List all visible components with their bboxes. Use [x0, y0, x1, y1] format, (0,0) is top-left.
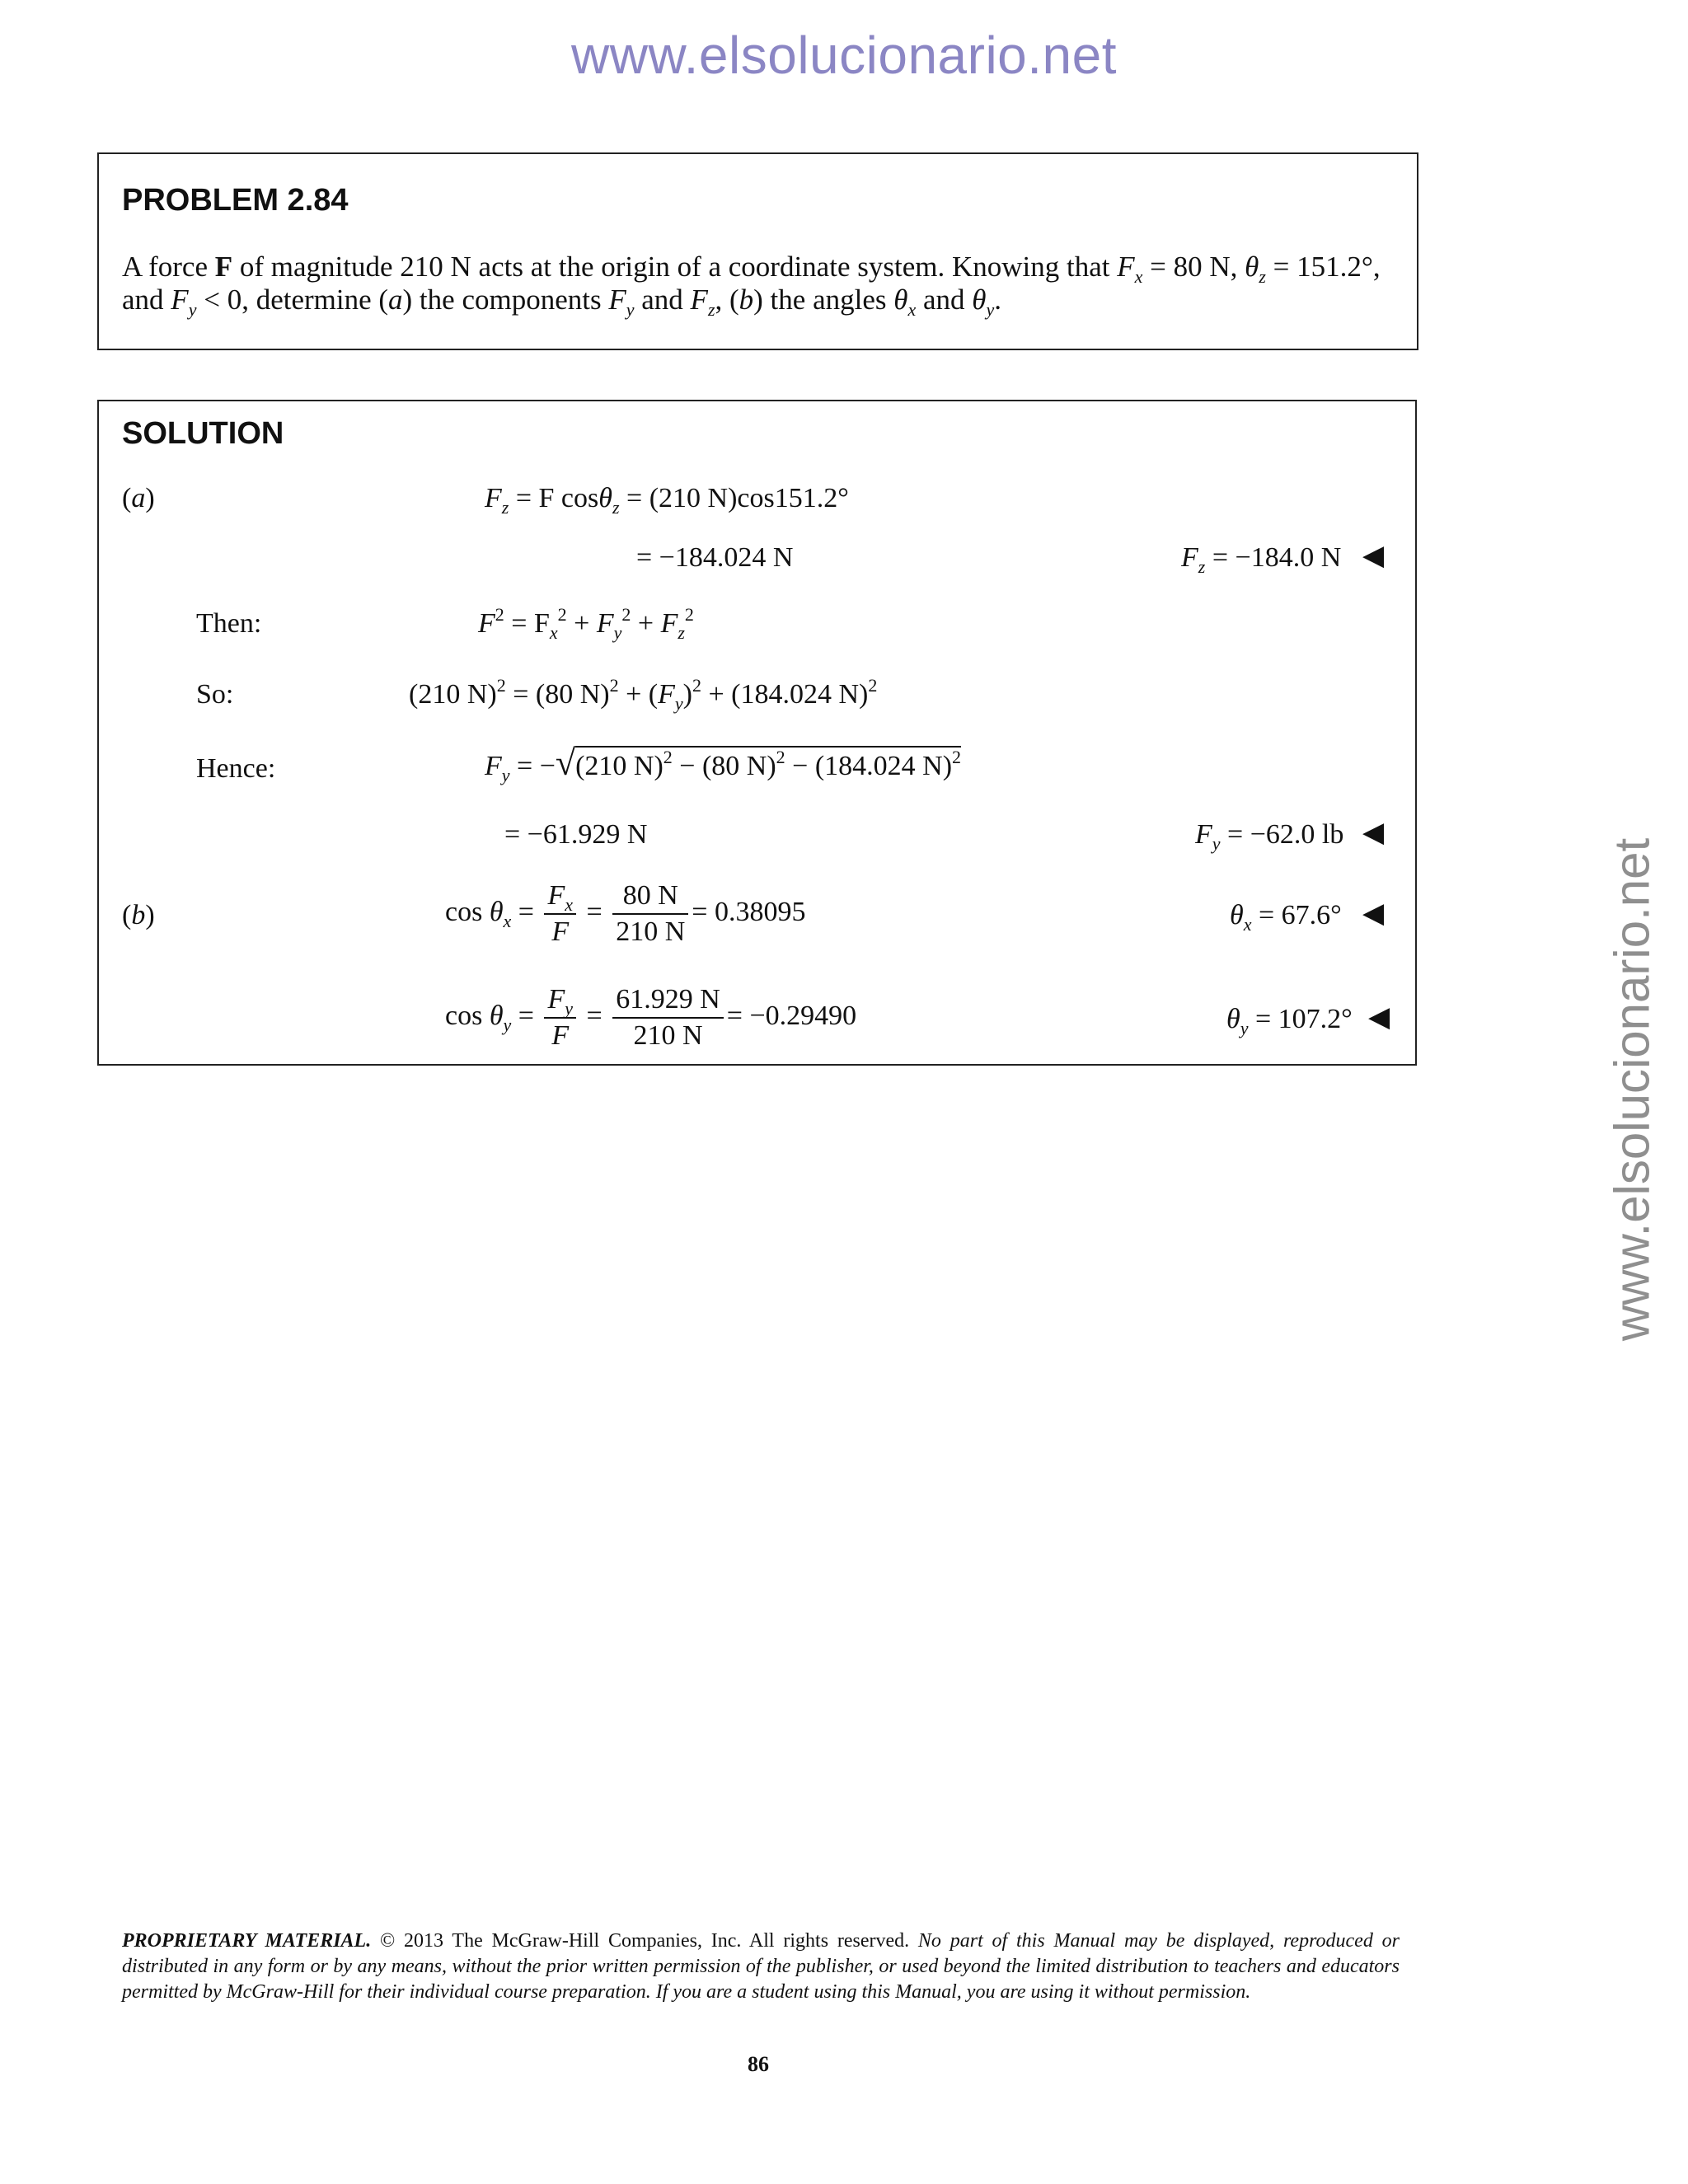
problem-heading: PROBLEM 2.84 [122, 183, 349, 218]
equation-fz: $F_z = F$ cosθ$_z$ = (210 N)cos151.2° [485, 483, 849, 518]
fraction-61-over-210: $\frac{61.929 N}{210 N}$ [612, 986, 724, 1050]
watermark-top: www.elsolucionario.net [571, 26, 1117, 85]
solution-heading: SOLUTION [122, 416, 284, 451]
answer-marker-fz: ◀ [1362, 541, 1385, 571]
answer-marker-theta-y: ◀ [1368, 1002, 1390, 1033]
equation-hence: $F_y = -√(210$ N)$^2$ − (80 N)$^2$ − (184.024 N)$^2$ [485, 743, 962, 785]
copyright-footer: PROPRIETARY MATERIAL. © 2013 The McGraw-Hill Companies, Inc. All rights reserved. No part of this Manual may be displayed, reproduced or distributed in any form or by any means, without the prior written permission of the publisher, or used beyond the limited distribution to teachers and educators permitted by McGraw-Hill for their individual course preparation. If you are a student using this Manual, you are using it without permission. [122, 1930, 1400, 2003]
answer-marker-theta-x: ◀ [1362, 898, 1385, 929]
fraction-fx-over-f: $\frac{F_x}{F}$ [544, 882, 576, 946]
so-label: So: [196, 679, 234, 710]
then-label: Then: [196, 608, 262, 639]
part-b-label: (b) [122, 900, 155, 930]
answer-fz: $F_z = -184.0$ N [1181, 542, 1342, 577]
answer-theta-y: $\theta_y = 107.2^\circ$ [1226, 1004, 1353, 1038]
watermark-side: www.elsolucionario.net [1604, 837, 1660, 1342]
equation-cos-theta-y: $\cos \theta_y$ = $\frac{F_y}{F}$ = $\frac{61.929 N}{210 N}$ = −0.29490 [445, 984, 857, 1051]
equation-then: $F^2 = F_x^2 + F_y^2 + F_z^2$ [478, 604, 694, 643]
sqrt-radicand: (210 N)$^2$ − (80 N)$^2$ − (184.024 N)$^2$ [575, 747, 962, 781]
problem-line-1: A force F of magnitude 210 N acts at the origin of a coordinate system. Knowing that $F_x = 80$ N, $\theta_z = 151.2^\circ$, [122, 251, 1381, 287]
problem-statement [122, 251, 1381, 320]
fraction-fy-over-f: $\frac{F_y}{F}$ [544, 986, 576, 1050]
fraction-80-over-210: $\frac{80 N}{210 N}$ [612, 882, 688, 946]
equation-so: (210 N)$^2$ = (80 $N)^2 + (F_y)^2 + (184.024$ N)$^2$ [409, 675, 878, 714]
answer-theta-x: $\theta_x = 67.6^\circ$ [1230, 900, 1342, 935]
hence-label: Hence: [196, 753, 276, 784]
sqrt-sign: √ [555, 743, 576, 783]
equation-cos-theta-x: $\cos \theta_x$ = $\frac{F_x}{F}$ = $\frac{80 N}{210 N}$ = 0.38095 [445, 880, 806, 947]
equation-fy-value: = −61.929 N [504, 819, 648, 850]
part-a-label: (a) [122, 483, 155, 513]
problem-line-2: and $F_y < 0$, determine (a) the components $F_y$ and $F_z$, (b) the angles $\theta_x$ and $\theta_y$. [122, 284, 1001, 320]
equation-fz-value: = −184.024 N [636, 542, 794, 573]
answer-marker-fy: ◀ [1362, 818, 1385, 848]
answer-fy: $F_y = -62.0$ lb [1195, 819, 1344, 854]
page-number: 86 [748, 2052, 769, 2076]
